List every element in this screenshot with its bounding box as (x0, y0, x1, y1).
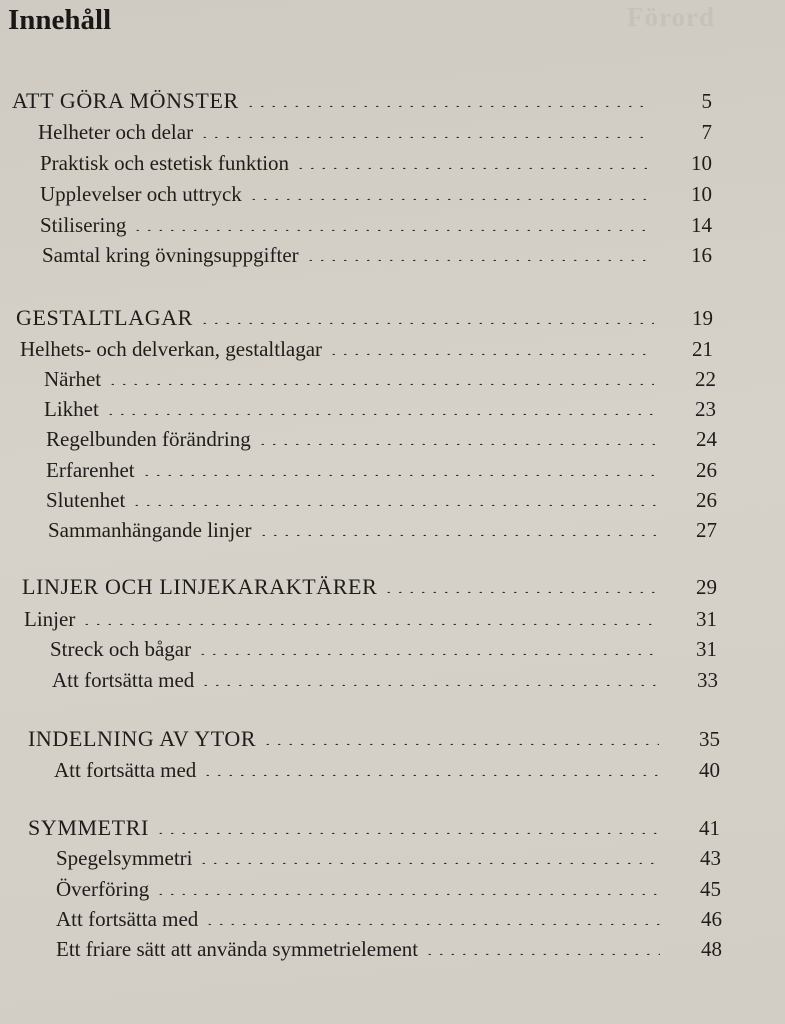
toc-entry (40, 150, 657, 176)
toc-entry (56, 845, 666, 871)
toc-entry-label: Att fortsätta med (56, 907, 199, 931)
toc-entry-label: ATT GÖRA MÖNSTER (12, 88, 239, 113)
dot-leader (424, 953, 660, 955)
dot-leader (81, 623, 657, 625)
toc-page-number: 31 (696, 607, 717, 631)
dot-leader (295, 167, 651, 169)
toc-entry (16, 305, 660, 331)
toc-entry (48, 517, 662, 543)
toc-entry-label: LINJER OCH LINJEKARAKTÄRER (22, 574, 378, 599)
toc-entry-label: Stilisering (40, 213, 127, 237)
toc-entry-label: Att fortsätta med (54, 758, 197, 782)
dot-leader (262, 743, 659, 745)
toc-entry-label: Sammanhängande linjer (48, 518, 252, 542)
toc-entry (12, 88, 655, 114)
dot-leader (258, 534, 656, 536)
toc-page-number: 29 (696, 575, 717, 599)
toc-page-number: 26 (696, 488, 717, 512)
toc-page-number: 19 (692, 306, 713, 330)
dot-leader (107, 383, 654, 385)
toc-entry (28, 815, 666, 841)
toc-entry (46, 426, 662, 452)
dot-leader (199, 136, 649, 138)
dot-leader (199, 322, 654, 324)
dot-leader (155, 893, 660, 895)
dot-leader (245, 105, 649, 107)
toc-page-number: 35 (699, 727, 720, 751)
dot-leader (305, 259, 652, 261)
toc-entry-label: Att fortsätta med (52, 668, 195, 692)
toc-page-number: 26 (696, 458, 717, 482)
toc-page-number: 43 (700, 846, 721, 870)
toc-entry (54, 757, 665, 783)
toc-entry-label: Närhet (44, 367, 102, 391)
toc-entry (38, 119, 655, 145)
toc-entry (44, 366, 660, 392)
dot-leader (141, 474, 656, 476)
toc-page-number: 7 (701, 120, 712, 144)
toc-page-number: 22 (695, 367, 716, 391)
dot-leader (248, 198, 651, 200)
toc-entry (56, 936, 666, 962)
toc-entry (28, 726, 665, 752)
dot-leader (198, 862, 660, 864)
dot-leader (257, 443, 656, 445)
dot-leader (155, 832, 660, 834)
toc-entry (22, 574, 662, 600)
toc-entry (46, 487, 662, 513)
toc-entry (44, 396, 660, 422)
toc-entry-label: Likhet (44, 397, 99, 421)
toc-page-number: 41 (699, 816, 720, 840)
dot-leader (105, 413, 654, 415)
toc-entry-label: GESTALTLAGAR (16, 305, 193, 330)
toc-entry (46, 457, 662, 483)
toc-entry-label: SYMMETRI (28, 815, 149, 840)
toc-entry-label: Linjer (24, 607, 76, 631)
toc-entry (56, 876, 666, 902)
toc-entry (42, 242, 658, 268)
toc-entry-label: Helhets- och delverkan, gestaltlagar (20, 337, 323, 361)
toc-page-number: 24 (696, 427, 717, 451)
toc-entry-label: Samtal kring övningsuppgifter (42, 243, 299, 267)
bleed-through-text: Förord (627, 2, 715, 32)
dot-leader (202, 774, 659, 776)
toc-page-number: 10 (691, 151, 712, 175)
toc-entry (52, 667, 663, 693)
dot-leader (383, 591, 656, 593)
toc-page-number: 14 (691, 213, 712, 237)
toc-page-number: 27 (696, 518, 717, 542)
dot-leader (200, 684, 657, 686)
toc-page-number: 46 (701, 907, 722, 931)
dot-leader (132, 229, 652, 231)
toc-page-number: 31 (696, 637, 717, 661)
toc-page-number: 23 (695, 397, 716, 421)
dot-leader (204, 923, 660, 925)
dot-leader (131, 504, 656, 506)
toc-entry-label: Praktisk och estetisk funktion (40, 151, 290, 175)
toc-entry-label: Streck och bågar (50, 637, 192, 661)
toc-entry-label: Regelbunden förändring (46, 427, 251, 451)
toc-page-number: 33 (697, 668, 718, 692)
toc-entry-label: Överföring (56, 877, 150, 901)
page-title: Innehåll (8, 4, 112, 36)
toc-entry (20, 336, 660, 362)
toc-page-number: 10 (691, 182, 712, 206)
toc-entry-label: Ett friare sätt att använda symmetrielement (56, 937, 419, 961)
toc-page-number: 5 (701, 89, 712, 113)
toc-entry-label: INDELNING AV YTOR (28, 726, 257, 751)
toc-page-number: 21 (692, 337, 713, 361)
toc-page-number: 48 (701, 937, 722, 961)
toc-entry-label: Spegelsymmetri (56, 846, 193, 870)
toc-entry-label: Slutenhet (46, 488, 126, 512)
toc-entry (56, 906, 666, 932)
dot-leader (328, 353, 654, 355)
toc-entry (40, 181, 657, 207)
toc-entry (40, 212, 658, 238)
toc-entry-label: Upplevelser och uttryck (40, 182, 242, 206)
toc-page-number: 40 (699, 758, 720, 782)
toc-entry-label: Helheter och delar (38, 120, 194, 144)
toc-page-number: 45 (700, 877, 721, 901)
toc-entry-label: Erfarenhet (46, 458, 135, 482)
toc-page-number: 16 (691, 243, 712, 267)
toc-entry (24, 606, 663, 632)
toc-entry (50, 636, 663, 662)
dot-leader (197, 653, 657, 655)
